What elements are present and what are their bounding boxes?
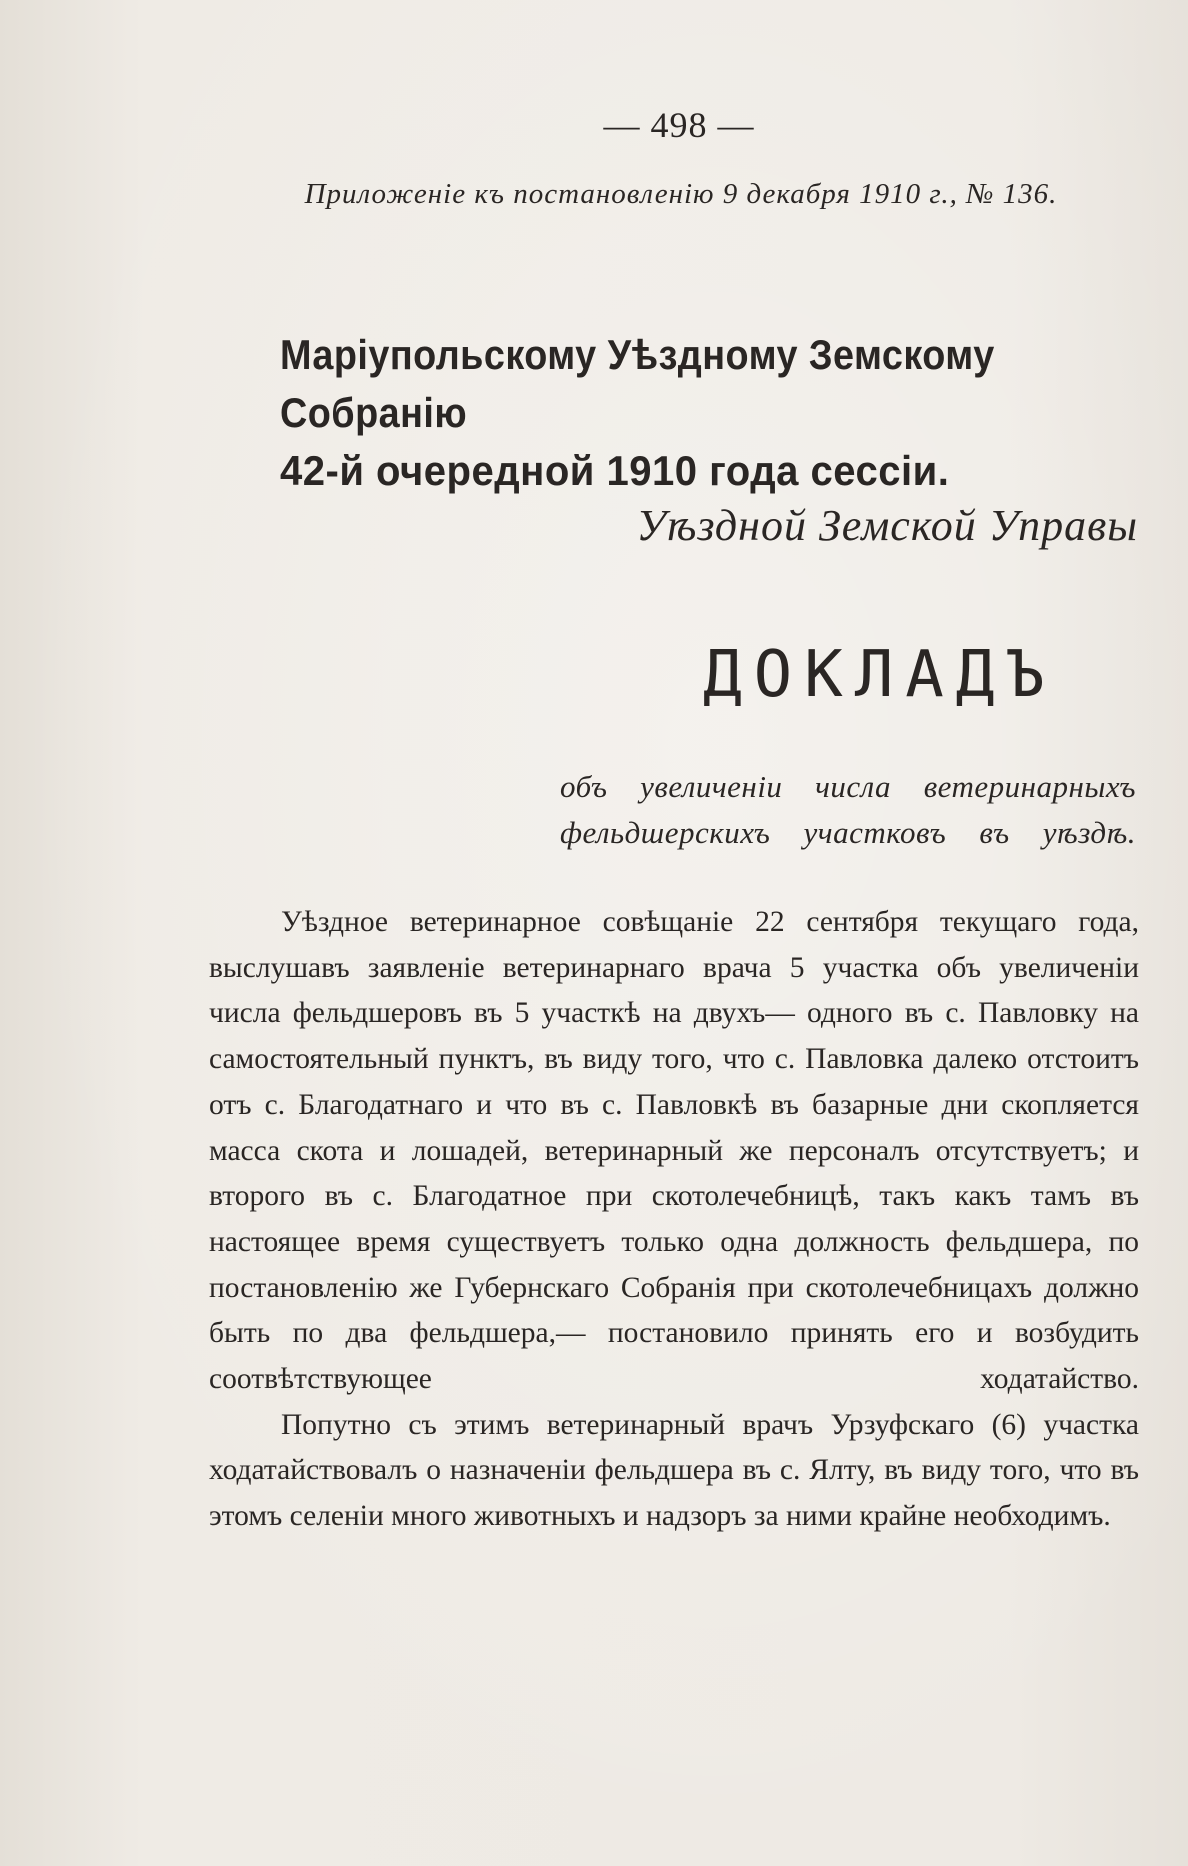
appendix-note: Приложеніе къ постановленію 9 декабря 1910 г., № 136.: [304, 178, 1058, 210]
heading-line-2: 42-й очередной 1910 года сессіи.: [280, 447, 950, 494]
body-paragraph-1: Уѣздное ветеринарное совѣщаніе 22 сентября текущаго года, выслушавъ заявленіе ветеринарнаго врача 5 участка объ увеличеніи числа фельдшеровъ въ 5 участкѣ на двухъ— одного въ с. Павловку на самостоятельный пунктъ, въ виду того, что с. Павловка далеко отстоитъ отъ с. Благодатнаго и что въ с. Павловкѣ въ базарные дни скопляется масса скота и лошадей, ветеринарный же персоналъ отсутствуетъ; и второго въ с. Благодатное при скотолечебницѣ, такъ какъ тамъ въ настоящее время существуетъ только одна должность фельдшера, по постановленію же Губернскаго Собранія при скотолечебницахъ должно быть по два фельдшера,— постановило принять его и возбудить соотвѣтствующее ходатайство.: [209, 906, 1139, 1396]
document-heading: [280, 326, 1054, 500]
body-paragraph-2: Попутно съ этимъ ветеринарный врачъ Урзуфскаго (6) участка ходатайствовалъ о назначеніи фельдшера въ с. Ялту, въ виду того, что въ этомъ селеніи много животныхъ и надзоръ за ними крайне необходимъ.: [209, 1408, 1139, 1533]
subheading: Уѣздной Земской Управы: [636, 501, 1138, 550]
body-text: [209, 900, 1139, 1540]
document-subject: объ увеличеніи числа ветеринарныхъ фельдшерскихъ участковъ въ уѣздѣ.: [560, 769, 1136, 850]
heading-line-1: Маріупольскому Уѣздному Земскому Собранію: [280, 331, 995, 436]
document-title: ДОКЛАДЪ: [703, 638, 1057, 712]
page-number: — 498 —: [603, 105, 755, 145]
